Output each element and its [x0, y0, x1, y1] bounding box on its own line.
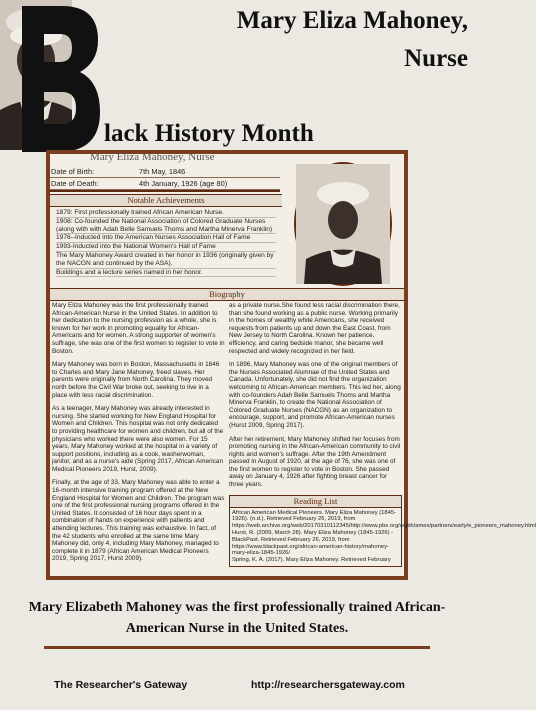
- footer-divider: [44, 646, 430, 649]
- reading-item: Hurst, R. (2009, March 28). Mary Eliza Mahoney (1845-1926) - BlackPast. Retrieved February 26, 2019, from https://www.blackpast.org/african-american-history/mahoney-mary-eliza-1845-1926/: [232, 530, 394, 557]
- fact-sheet-frame: [46, 150, 536, 580]
- quote-text: Mary Elizabeth Mahoney was the first professionally trained African-American Nurse in the United States.: [28, 600, 446, 636]
- bio-paragraph: After her retirement, Mary Mahoney shifted her focuses from promoting nursing in the African-American community to civil rights and women's suffrage. After the 19th Amendment passed in August of 1920, at the age of 76, she was one of the first women to register to vote in Boston. She passed away on January 4, 1926 after fighting breast cancer for three years.: [229, 435, 401, 489]
- page-title: [237, 2, 468, 78]
- letter-b-graphic: [0, 0, 100, 160]
- reading-list: [230, 508, 536, 566]
- biography-title: Biography: [50, 288, 404, 301]
- footer-site-name: The Researcher's Gateway: [54, 679, 188, 691]
- fact-value: 7th May, 1846: [139, 167, 186, 176]
- facts-table: [50, 166, 280, 192]
- list-item: Buildings and a lecture series named in her honor.: [56, 269, 276, 278]
- list-item: 1976--Inducted into the American Nurses Association Hall of Fame: [56, 234, 276, 243]
- portrait-photo: [296, 164, 390, 284]
- bio-paragraph: As a teenager, Mary Mahoney was already interested in nursing. She started working for New England Hospital for Women and Children. This hospital was not only dedicated to providing healthcare for women and children, but all of the physicians who worked there were also women. For 15 years, Mary Mahoney worked at the hospital in a variety of support positions, including as a cook, washerwoman, janitor, and as a nurse's aide (Spring 2017, African American Medical Pioneers 2019, Hurst, 2009).: [52, 405, 224, 473]
- list-item: 1908: Co-founded the National Association of Colored Graduate Nurses (along with with Adah Belle Samuels Thoms and Martha Minerva Franklin): [56, 218, 276, 235]
- title-line-1: Mary Eliza Mahoney,: [236, 7, 468, 34]
- footer-url-link[interactable]: http://researchersgateway.com: [251, 679, 405, 691]
- list-item: 1993-Inducted into the National Women's Hall of Fame: [56, 243, 276, 252]
- bio-paragraph: as a private nurse.She found less racial discrimination there, than she found working as a public nurse. Working primarily in the homes of wealthy white Americans, she received requests from patients up and down the East Coast, from New Jersey to North Carolina. Known her patience, efficiency, and caring bedside manor, she became well respected and widely recognized in her field.: [229, 302, 400, 355]
- list-item: 1879: First professionally trained African American Nurse.: [56, 209, 276, 218]
- achievements-title: Notable Achievements: [50, 194, 282, 207]
- fact-row-birth: [50, 166, 280, 178]
- bio-paragraph: Mary Eliza Mahoney was the first professionally trained African-American Nurse in the United States. In addition to her dedication to the nursing profession as a whole, she is known for her work in promoting equality for African-Americans and for women. A strong supporter of women's suffrage, she was one of the first women to register to vote in Boston.: [52, 302, 225, 355]
- fact-label: Date of Birth:: [51, 167, 95, 176]
- bio-column-right: [227, 302, 536, 569]
- fact-row-death: [50, 178, 280, 190]
- reading-item: African American Medical Pioneers. Mary Eliza Mahoney (1845-1926). (n.d.). Retrieved February 26, 2019, from https://web.archive.org/web/20170310112345/http://www.pbs.org/wgbh/amex/partners/early/e_pioneers_mahoney.html: [232, 509, 536, 530]
- bio-column-left: [50, 302, 227, 569]
- reading-list-box: [229, 495, 536, 567]
- bio-paragraph: Mary Mahoney was born in Boston, Massachusetts in 1846 to Charles and Mary Jane Mahoney, freed slaves. Her parents were originally from North Carolina. They moved north before the Civil War broke out, seeking to live in a place with less racial discrimination.: [52, 361, 220, 399]
- fact-value: 4th January, 1926 (age 80): [139, 179, 228, 188]
- portrait-oval: [294, 162, 392, 286]
- reading-item: Spring, K. A. (2017). Mary Eliza Mahoney. Retrieved February: [232, 557, 391, 564]
- black-history-month-heading: lack History Month: [104, 120, 314, 147]
- bio-paragraph: Finally, at the age of 33, Mary Mahoney was able to enter a 16-month intensive training program offered at the New England Hospital for Women and Children. The program was one of the first professional nursing programs offered in the United States. It consisted of 16 hour days spent in a combination of hands on experience with patients and attending lectures. This training was exhaustive. In fact, of the 42 students who enrolled at the same time Mary Mahoney did, only 4, including Mary Mahoney, managed to complete it in 1879 (African American Medical Pioneers 2019, Spring 2017, Hurst 2009).: [52, 479, 225, 563]
- fact-sheet: [50, 151, 536, 576]
- bio-paragraph: In 1896, Mary Mahoney was one of the original members of the Nurses Associated Alumnae of the United States and Canada. Unfortunately, she did not find the organization welcoming to African-American members. This led her, along with co-founders Adah Belle Samuels Thoms and Martha Minerva Franklin, to create the National Association of Colored Graduate Nurses (NACGN) as an organization to encourage, support, and promote African-American nurses (Hurst 2009, Spring 2017).: [229, 361, 401, 429]
- divider: [50, 190, 280, 192]
- achievements-section: [50, 194, 282, 277]
- sheet-name: Mary Eliza Mahoney, Nurse: [90, 151, 215, 163]
- biography-columns: [50, 302, 536, 569]
- biography-heading-bar: [50, 288, 404, 301]
- reading-list-title: Reading List: [230, 496, 401, 508]
- achievements-list: [50, 207, 282, 277]
- title-line-2: Nurse: [404, 45, 468, 72]
- fact-label: Date of Death:: [51, 179, 99, 188]
- list-item: The Mary Mahoney Award created in her honor in 1936 (originally given by the NACGN and continued by the ASA).: [56, 252, 276, 269]
